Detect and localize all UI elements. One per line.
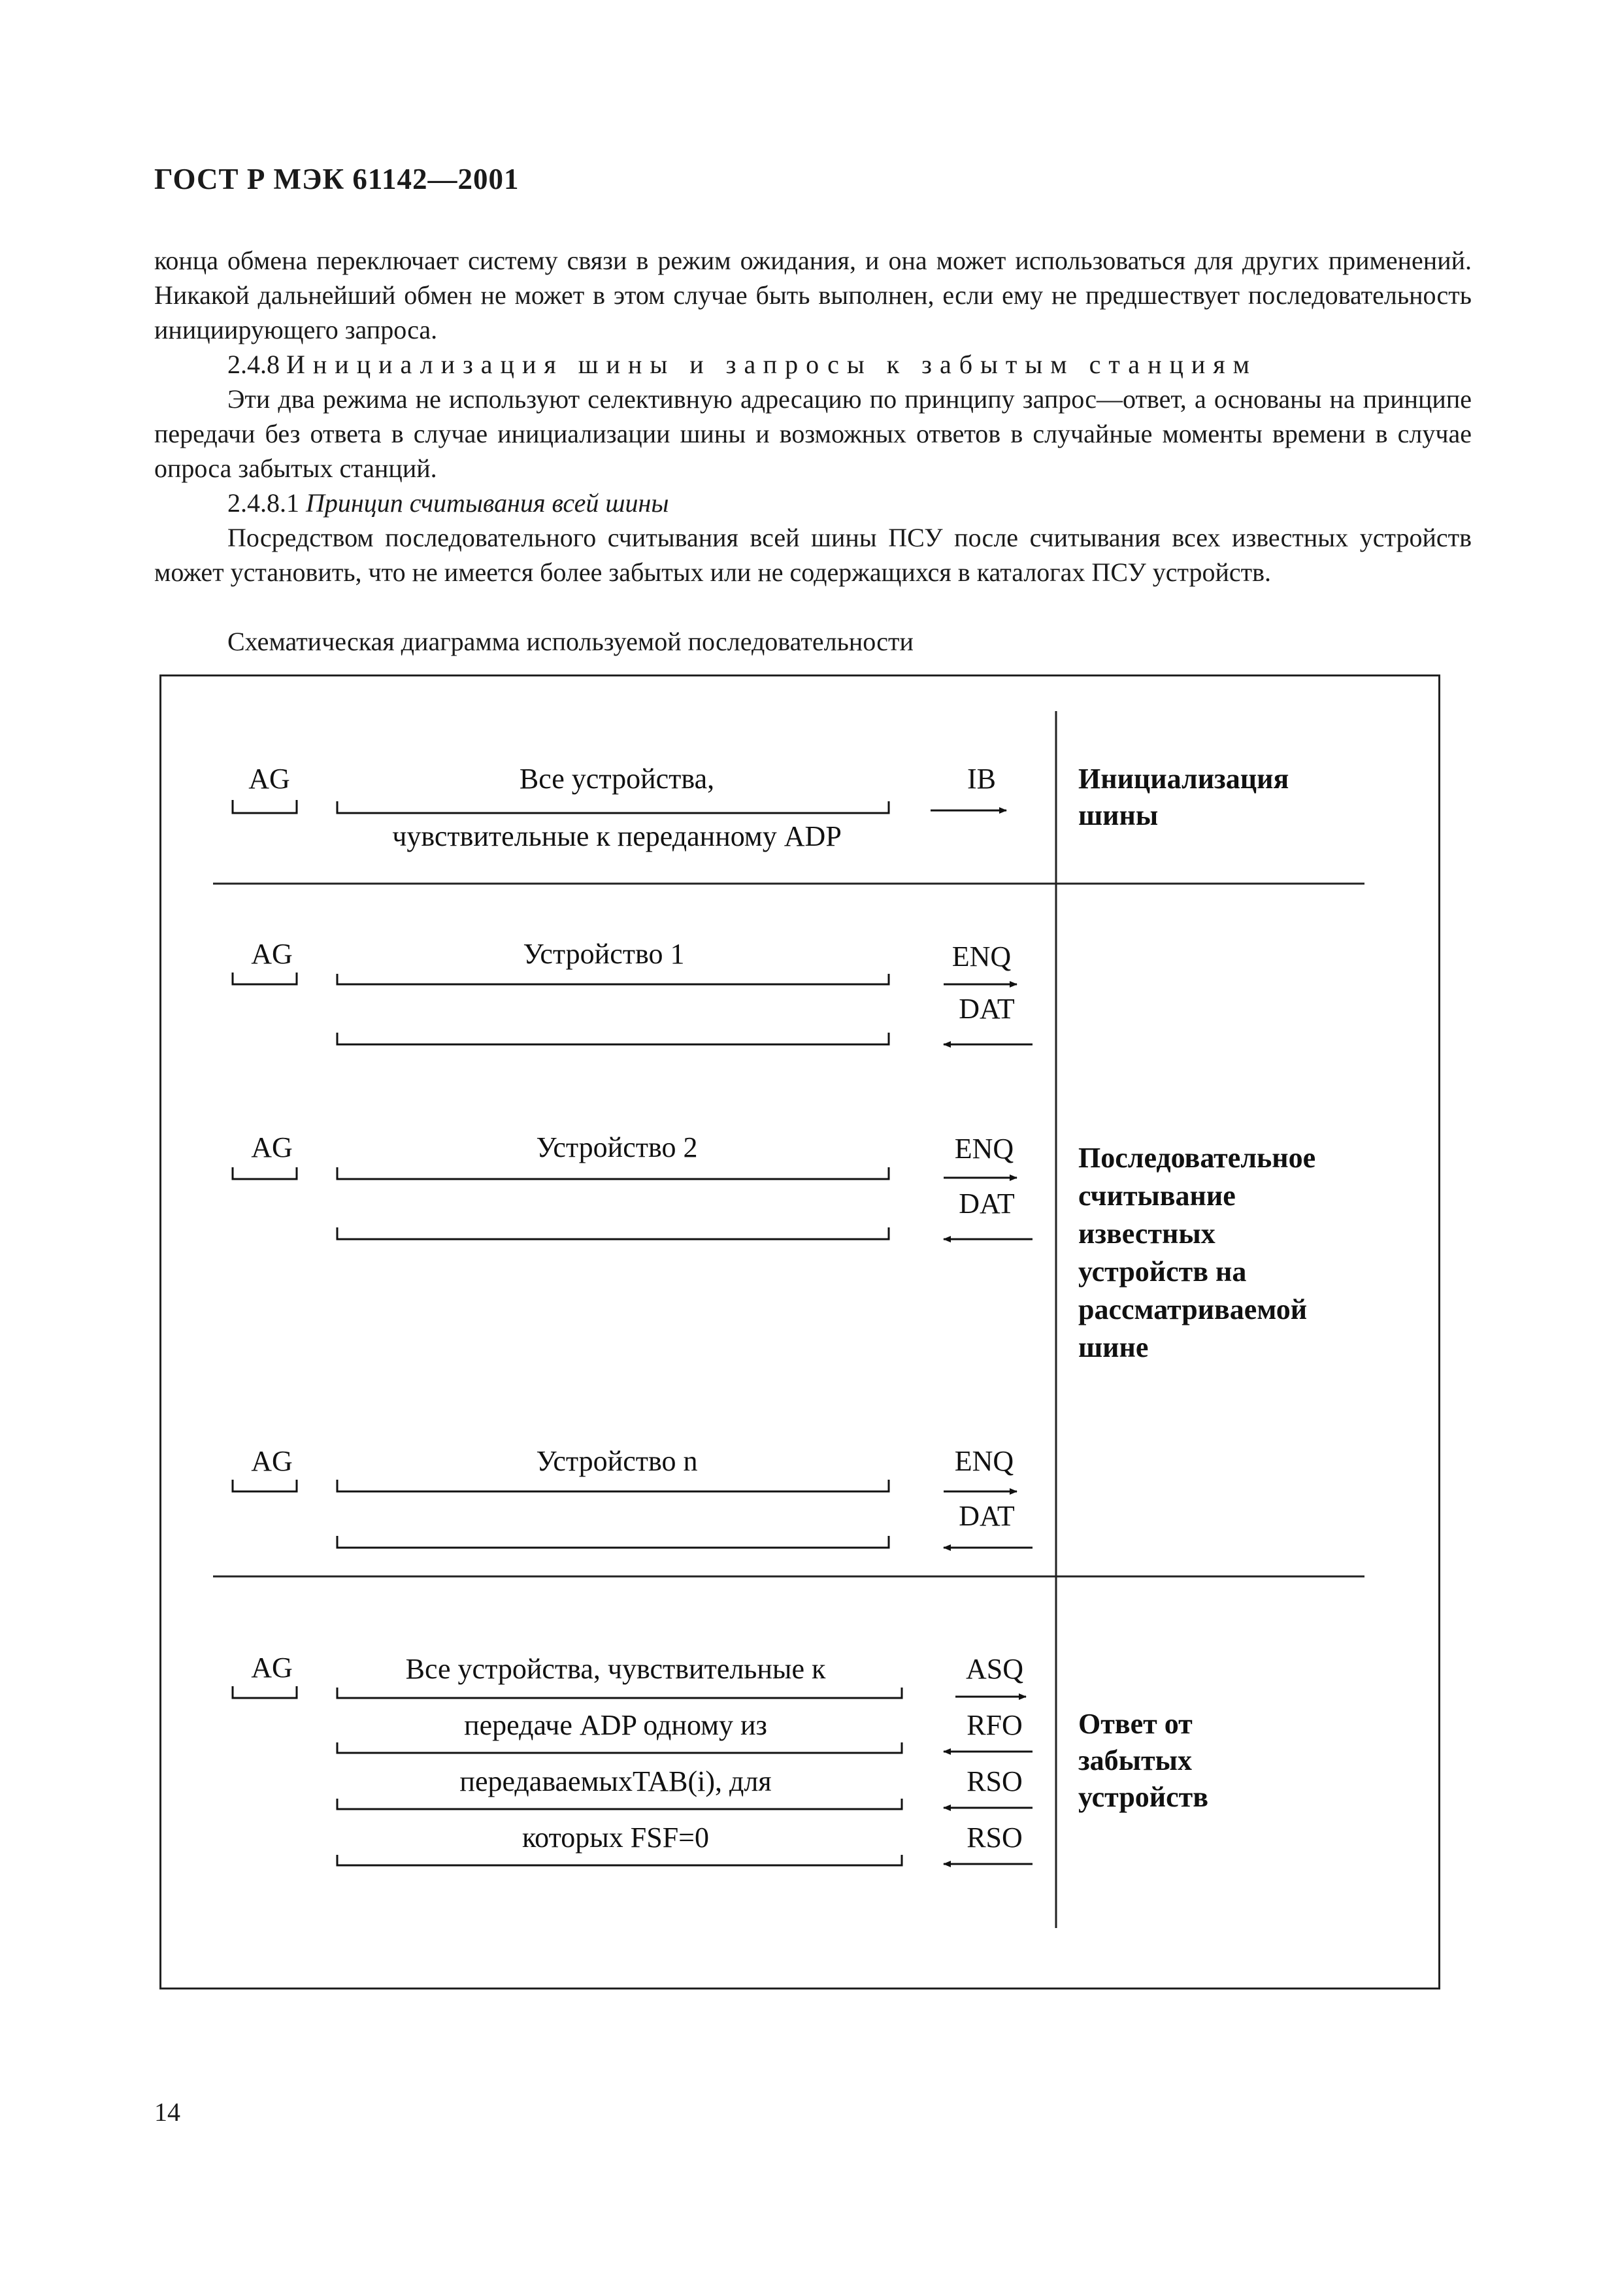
page-header-title: ГОСТ Р МЭК 61142—2001 (154, 163, 520, 195)
ag-label: AG (251, 1131, 293, 1163)
diagram-frame (159, 674, 1440, 1989)
init-label-line-2: шины (1078, 799, 1159, 831)
section-title: Инициализация шины и запросы к забытым станциям (286, 350, 1257, 379)
label-line: Последовательное (1078, 1142, 1316, 1174)
signal-enq: ENQ (951, 940, 1012, 973)
label-line: шине (1078, 1331, 1149, 1363)
section-number: 2.4.8.1 (227, 488, 299, 518)
device-n-label: Устройство n (536, 1445, 698, 1477)
ag-label: AG (251, 1445, 293, 1477)
ag-label: AG (251, 938, 293, 970)
init-frame-text-2: чувствительные к переданному ADP (392, 820, 842, 852)
signal-asq: ASQ (965, 1653, 1024, 1685)
device-2-label: Устройство 2 (536, 1131, 698, 1163)
signal-ib: IB (967, 763, 996, 795)
paragraph-modes: Эти два режима не используют селективную адресацию по принципу запрос—ответ, а основаны на принципе передачи без ответа в случае инициализации шины и возможных ответов в случайные моменты времени в случае опроса забытых станций. (154, 384, 1472, 483)
signal-rso: RSO (967, 1822, 1023, 1854)
device-1-label: Устройство 1 (523, 938, 685, 970)
paragraph-reading: Посредством последовательного считывания всей шины ПСУ после считывания всех известных устройств может установить, что не имеется более забытых или не содержащихся в каталогах ПСУ устройств. (154, 523, 1472, 587)
section-title: Принцип считывания всей шины (306, 488, 669, 518)
ag-label: AG (251, 1652, 293, 1684)
diagram-caption: Схематическая диаграмма используемой последовательности (227, 627, 914, 656)
signal-rso: RSO (967, 1765, 1023, 1797)
init-frame-text-1: Все устройства, (519, 763, 715, 795)
label-line: рассматриваемой (1078, 1293, 1308, 1325)
label-line: известных (1078, 1218, 1215, 1250)
signal-enq: ENQ (954, 1133, 1014, 1165)
forgotten-text-line: передаче ADP одному из (464, 1709, 767, 1741)
signal-enq: ENQ (954, 1445, 1014, 1477)
section-2-4-8-1-heading (154, 486, 1472, 520)
signal-dat: DAT (959, 1188, 1015, 1220)
label-line: забытых (1078, 1744, 1193, 1776)
init-label-line-1: Инициализация (1078, 763, 1289, 795)
forgotten-text-line: Все устройства, чувствительные к (405, 1653, 826, 1685)
paragraph-continuation: конца обмена переключает систему связи в режим ожидания, и она может использоваться для других применений. Никакой дальнейший обмен не может в этом случае быть выполнен, если ему не предшествует последовательность инициирующего запроса. (154, 246, 1472, 344)
forgotten-text-line: передаваемыхTAB(i), для (459, 1765, 772, 1797)
label-line: Ответ от (1078, 1708, 1193, 1740)
signal-dat: DAT (959, 993, 1015, 1025)
signal-dat: DAT (959, 1500, 1015, 1532)
ag-label: AG (248, 763, 290, 795)
page-number: 14 (154, 2097, 180, 2127)
section-number: 2.4.8 (227, 350, 280, 379)
signal-rfo: RFO (967, 1709, 1023, 1741)
forgotten-text-line: которых FSF=0 (522, 1822, 709, 1854)
section-2-4-8-heading (154, 347, 1472, 382)
label-line: устройств на (1078, 1256, 1247, 1288)
label-line: устройств (1078, 1781, 1209, 1813)
label-line: считывание (1078, 1180, 1236, 1212)
